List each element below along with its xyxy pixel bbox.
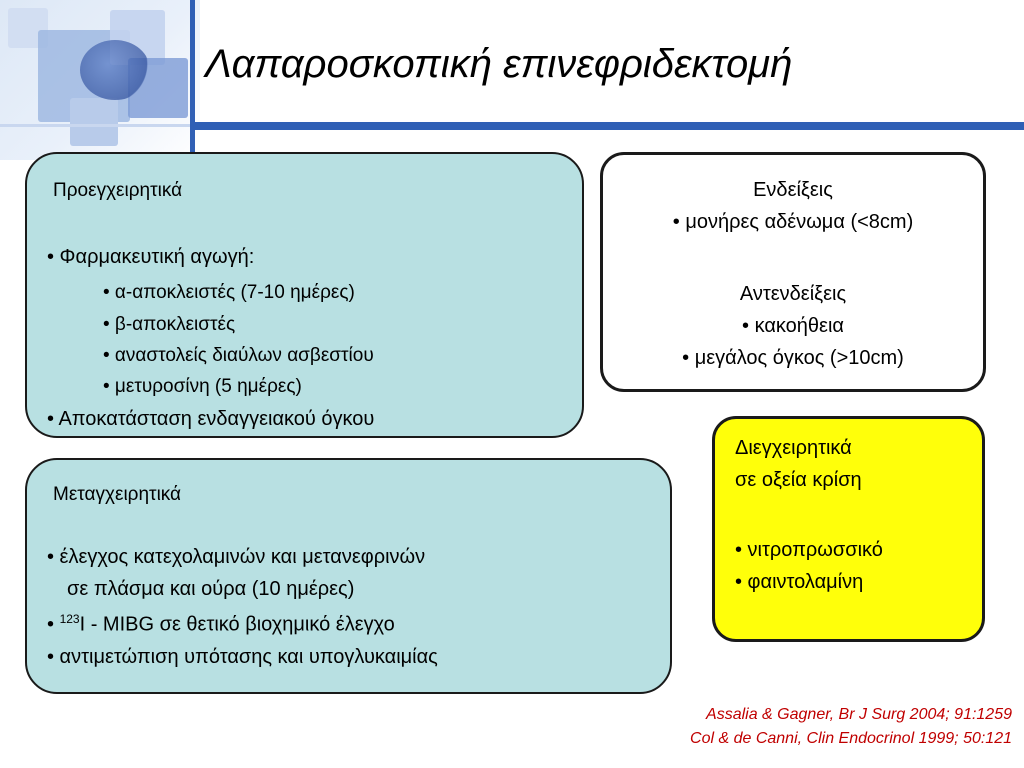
intraop-subheading: σε οξεία κρίση <box>735 469 862 491</box>
title-underline-light <box>0 124 190 127</box>
slide-title: Λαπαροσκοπική επινεφριδεκτομή <box>205 42 793 86</box>
postop-item: • αντιμετώπιση υπότασης και υπογλυκαιμίας <box>47 646 438 668</box>
intraop-box <box>712 416 985 642</box>
mibg-text: I - MIBG σε θετικό βιοχημικό έλεγχο <box>79 613 395 636</box>
postop-box <box>25 458 672 694</box>
mibg-isotope-number: 123 <box>59 612 80 626</box>
preop-box <box>25 152 584 438</box>
accent-horizontal-stripe <box>190 122 1024 130</box>
drug-item: • αναστολείς διαύλων ασβεστίου <box>103 345 374 366</box>
contraindications-heading: Αντενδείξεις <box>739 283 847 305</box>
indications-box <box>600 152 986 392</box>
volume-item: • Αποκατάσταση ενδαγγειακού όγκου <box>47 408 375 430</box>
postop-mibg-item <box>47 612 395 637</box>
intraop-item: • νιτροπρωσσικό <box>735 539 883 561</box>
postop-item-continuation: σε πλάσμα και ούρα (10 ημέρες) <box>67 578 355 600</box>
drug-item: • α-αποκλειστές (7-10 ημέρες) <box>103 282 355 303</box>
mibg-bullet: • <box>47 613 60 636</box>
postop-heading: Μεταγχειρητικά <box>53 484 182 505</box>
corner-decoration <box>0 0 200 160</box>
citation: Assalia & Gagner, Br J Surg 2004; 91:1259 <box>706 706 1012 723</box>
intraop-item: • φαιντολαμίνη <box>735 571 864 593</box>
intraop-heading: Διεγχειρητικά <box>735 437 852 459</box>
indications-heading: Ενδείξεις <box>753 179 833 201</box>
accent-vertical-stripe <box>190 0 195 162</box>
drug-item: • μετυροσίνη (5 ημέρες) <box>103 376 302 397</box>
contraindication-item: • κακοήθεια <box>742 315 844 337</box>
indication-item: • μονήρες αδένωμα (<8cm) <box>672 211 914 233</box>
citation: Col & de Canni, Clin Endocrinol 1999; 50:121 <box>690 730 1012 747</box>
drug-item: • β-αποκλειστές <box>103 314 236 335</box>
drug-heading: • Φαρμακευτική αγωγή: <box>47 246 255 268</box>
postop-item: • έλεγχος κατεχολαμινών και μετανεφρινών <box>47 546 426 568</box>
contraindication-item: • μεγάλος όγκος (>10cm) <box>682 347 904 369</box>
preop-heading: Προεγχειρητικά <box>53 180 183 201</box>
